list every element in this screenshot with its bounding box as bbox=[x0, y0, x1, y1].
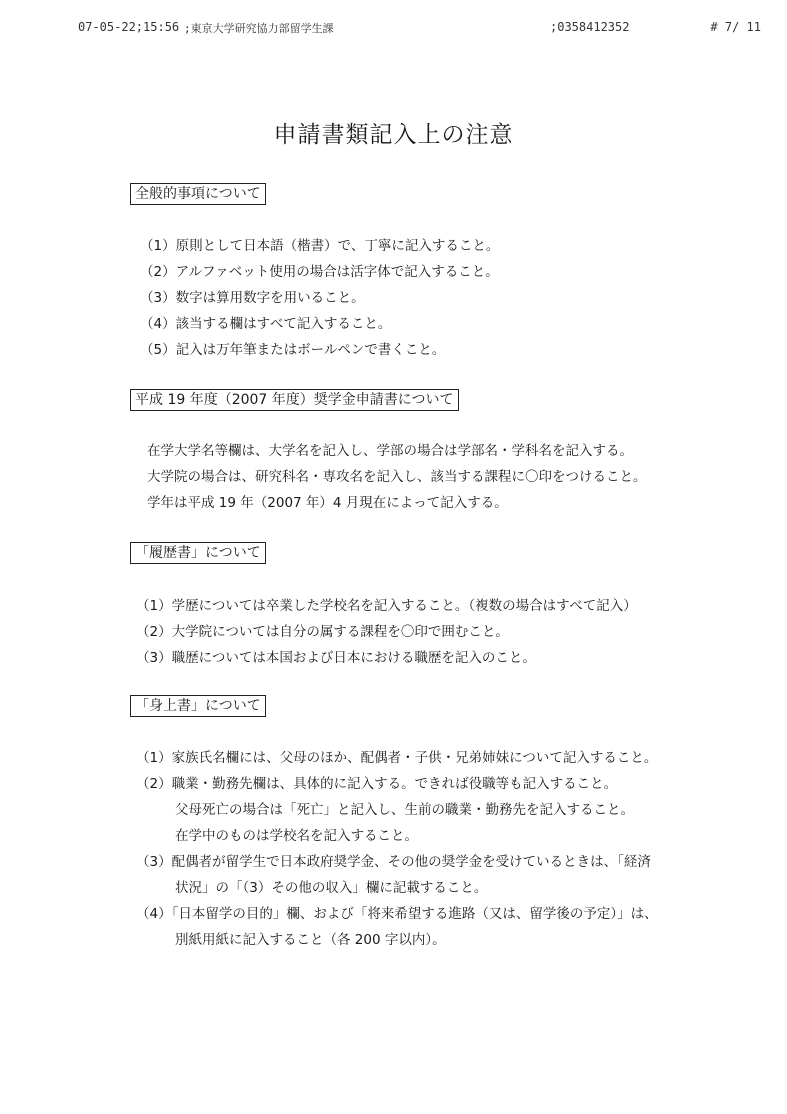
section-heading-scholarship-application: 平成 19 年度（2007 年度）奨学金申請書について bbox=[130, 389, 459, 411]
fax-page-count: # 7/ 11 bbox=[710, 20, 761, 34]
personal-item-3: （3）配偶者が留学生で日本政府奨学金、その他の奨学金を受けているときは、「経済 bbox=[136, 854, 651, 870]
fax-sender: ;東京大学研究協力部留学生課 bbox=[184, 22, 334, 35]
general-item-4: （4）該当する欄はすべて記入すること。 bbox=[140, 316, 392, 332]
section-heading-general: 全般的事項について bbox=[130, 183, 266, 205]
section-heading-personal-statement: 「身上書」について bbox=[130, 695, 266, 717]
general-item-1: （1）原則として日本語（楷書）で、丁寧に記入すること。 bbox=[140, 238, 500, 254]
section-heading-resume: 「履歴書」について bbox=[130, 542, 266, 564]
resume-item-1: （1）学歴については卒業した学校名を記入すること。（複数の場合はすべて記入） bbox=[136, 598, 637, 614]
general-item-2: （2）アルファベット使用の場合は活字体で記入すること。 bbox=[140, 264, 499, 280]
general-item-5: （5）記入は万年筆またはボールペンで書くこと。 bbox=[140, 342, 446, 358]
personal-item-1: （1）家族氏名欄には、父母のほか、配偶者・子供・兄弟姉妹について記入すること。 bbox=[136, 750, 658, 766]
personal-item-4-cont: 別紙用紙に記入すること（各 200 字以内）。 bbox=[175, 932, 446, 948]
scholarship-item-2: 大学院の場合は、研究科名・専攻名を記入し、該当する課程に〇印をつけること。 bbox=[147, 469, 647, 485]
personal-item-4: （4）「日本留学の目的」欄、および「将来希望する進路（又は、留学後の予定）」は、 bbox=[136, 906, 658, 922]
personal-item-2: （2）職業・勤務先欄は、具体的に記入する。できれば役職等も記入すること。 bbox=[136, 776, 618, 792]
personal-item-3-cont: 状況」の「（3）その他の収入」欄に記載すること。 bbox=[175, 880, 488, 896]
personal-item-2-cont-1: 父母死亡の場合は「死亡」と記入し、生前の職業・勤務先を記入すること。 bbox=[175, 802, 634, 818]
general-item-3: （3）数字は算用数字を用いること。 bbox=[140, 290, 365, 306]
scholarship-item-3: 学年は平成 19 年（2007 年）4 月現在によって記入する。 bbox=[147, 495, 508, 511]
fax-number: ;0358412352 bbox=[550, 20, 630, 34]
document-title: 申請書類記入上の注意 bbox=[273, 122, 514, 148]
fax-datetime: 07-05-22;15:56 bbox=[78, 20, 180, 34]
personal-item-2-cont-2: 在学中のものは学校名を記入すること。 bbox=[175, 828, 418, 844]
scholarship-item-1: 在学大学名等欄は、大学名を記入し、学部の場合は学部名・学科名を記入する。 bbox=[147, 443, 633, 459]
resume-item-2: （2）大学院については自分の属する課程を〇印で囲むこと。 bbox=[136, 624, 509, 640]
fax-header bbox=[78, 20, 761, 40]
resume-item-3: （3）職歴については本国および日本における職歴を記入のこと。 bbox=[136, 650, 536, 666]
